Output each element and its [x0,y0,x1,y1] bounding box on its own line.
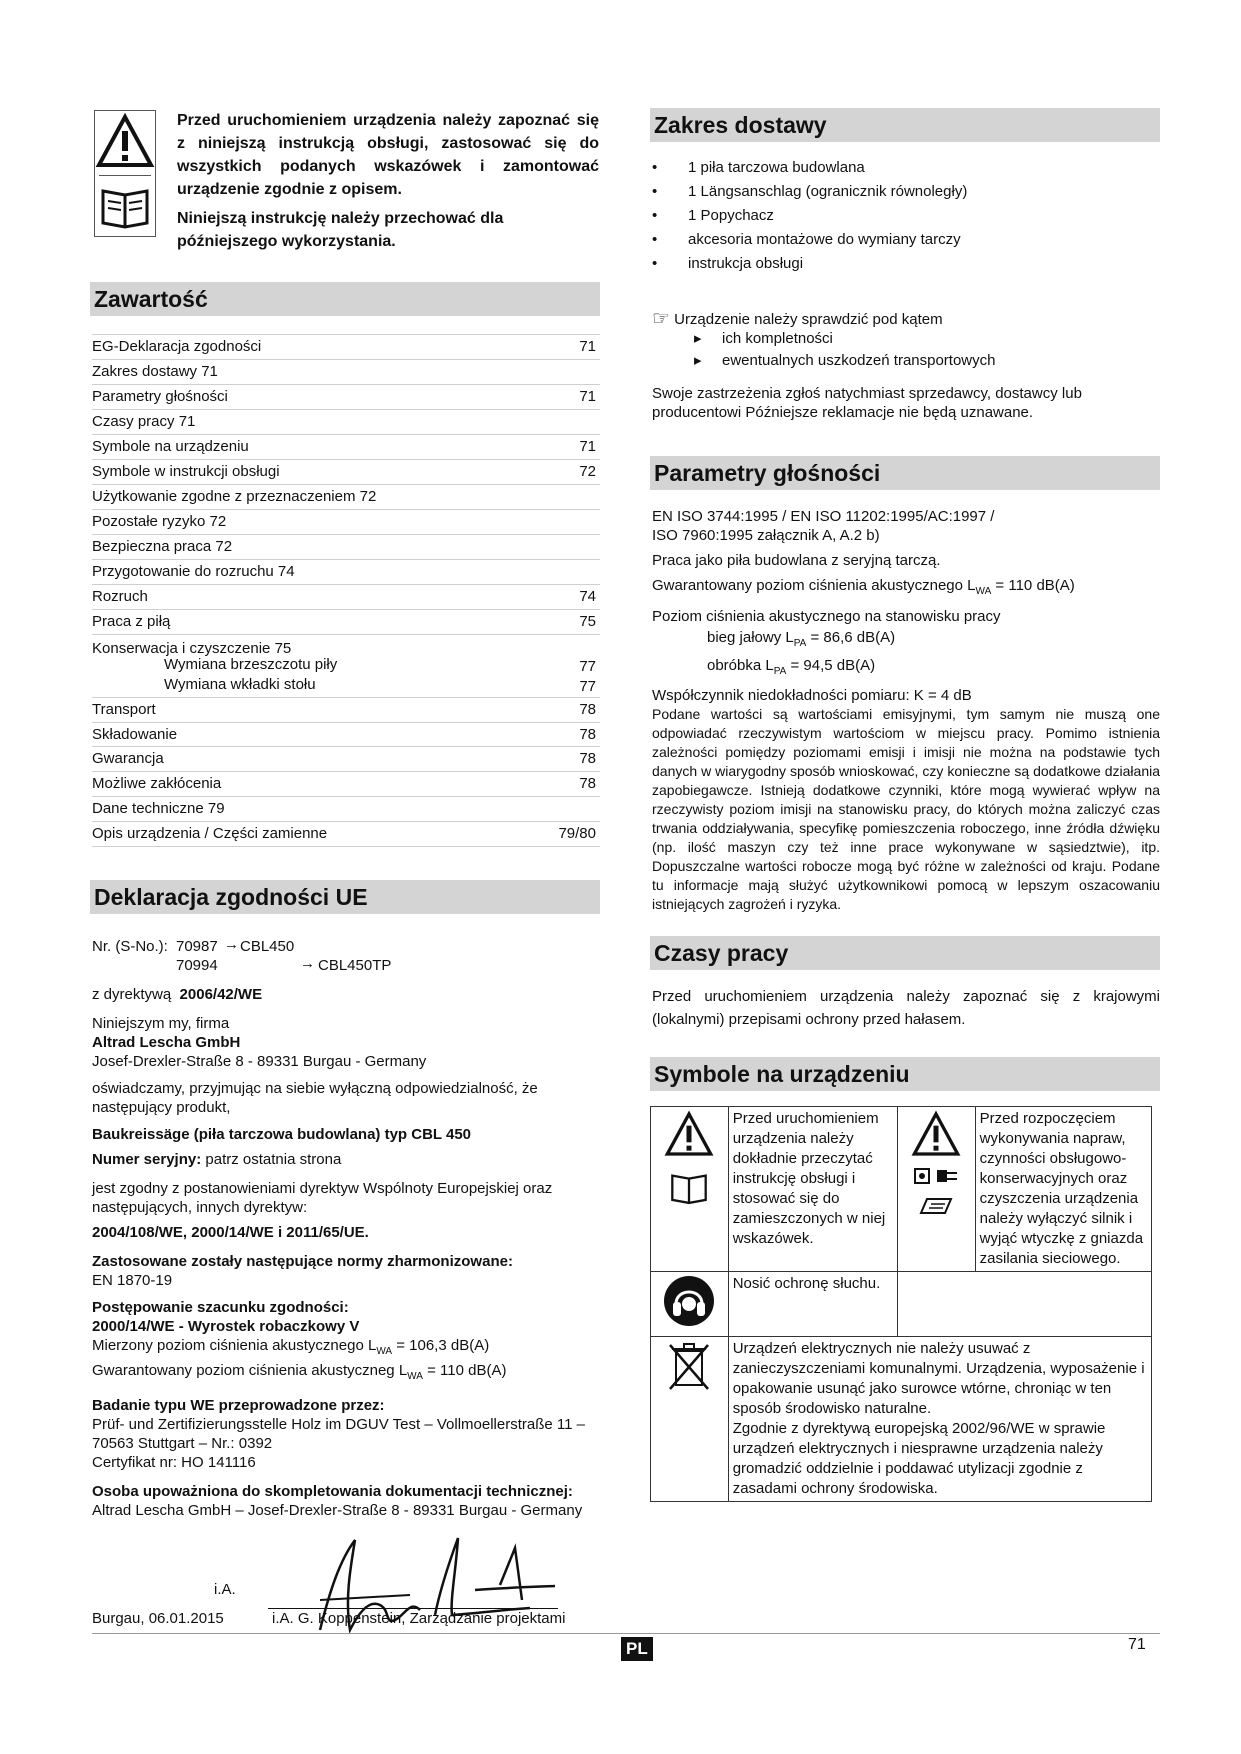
directive-prefix: z dyrektywą [92,986,172,1003]
declaration-body [92,937,600,1520]
symbol-cell [651,1107,729,1272]
toc-row[interactable]: Gwarancja 78 [92,746,600,771]
procedure-label: Postępowanie szacunku zgodności: [92,1299,349,1316]
directives: 2004/108/WE, 2000/14/WE i 2011/65/UE. [92,1224,369,1241]
guaranteed-level: Gwarantowany poziom ciśnienia akustyczneg $L_{WA} = 110$ dB(A) [92,1362,507,1382]
we-firm: Niniejszym my, firma [92,1015,230,1032]
toc-row[interactable]: Możliwe zakłócenia 78 [92,771,600,796]
noise-header: Parametry głośności [650,456,1160,490]
warning-triangle-icon [95,111,155,173]
intro-p1: Przed uruchomieniem urządzenia należy zapoznać się z niniejszą instrukcją obsługi, zastosować się do wszystkich podanych wskazówek i zamontować urządzenie zgodnie z opisem. [177,112,599,198]
toc-row[interactable]: EG-Deklaracja zgodności 71 [92,334,600,359]
conform-text: jest zgodny z postanowieniami dyrektyw Wspólnoty Europejskiej oraz następujących, innych dyrektyw: [92,1180,553,1216]
declaration-header: Deklaracja zgodności UE [90,880,600,914]
list-item: • 1 piła tarczowa budowlana [652,156,1160,180]
person: Altrad Lescha GmbH – Josef-Drexler-Straße 8 - 89331 Burgau - Germany [92,1502,583,1519]
directive: 2006/42/WE [179,986,263,1003]
noise-guaranteed: Gwarantowany poziom ciśnienia akustycznego $L_{WA} = 110$ dB(A) [652,577,1075,597]
toc-row[interactable]: Zakres dostawy 71 [92,359,600,384]
nr2: 70994 [176,957,218,974]
toc-sub-blade[interactable]: Wymiana brzeszczotu piły [164,656,338,673]
toc-header: Zawartość [90,282,600,316]
intro-text [177,109,599,253]
symbol-text: Przed rozpoczęciem wykonywania napraw, czynności obsługowo-konserwacyjnych oraz czyszczenia urządzenia należy wyłączyć silnik i wyjąć wtyczkę z gniazda zasilania sieciowego. [975,1107,1151,1272]
procedure: 2000/14/WE - Wyrostek robaczkowy V [92,1318,360,1335]
toc-row[interactable]: Opis urządzenia / Części zamienne 79/80 [92,821,600,847]
list-item: ▸ ich kompletności [652,328,1160,350]
toc-row[interactable]: Bezpieczna praca 72 [92,534,600,559]
noise-work: Praca jako piła budowlana z seryjną tarczą. [652,552,941,569]
footer-divider [92,1633,1160,1634]
list-item: ▸ ewentualnych uszkodzeń transportowych [652,350,1160,372]
page-number: 71 [1128,1636,1146,1653]
toc-sub-insert[interactable]: Wymiana wkładki stołu [164,676,316,693]
noise-note: Podane wartości są wartościami emisyjnymi, tym samym nie muszą one odpowiadać rzeczywistym wartościom w miejscu pracy. Pomimo istnienia zależności pomiędzy poziomami emisji i imisji nie można na podstawie tych danych w wiarygodny sposób wnioskować, czy konieczne są dodatkowe działania zapobiegawcze. Istnieją dodatkowe czynniki, które mogą wywierać wpływ na rzeczywisty poziom imisji na stanowisku pracy, do których można zaliczyć czas trwania oddziaływania, specyfikę pomieszczenia roboczego, inne źródła dźwięku (np. ilość maszyn czy też inne prace wykonywane w sąsiedztwie), itp. Dopuszczalne wartości robocze mogą być różne w zależności od kraju. Podane tu informacje mają służyć użytkownikowi pomocą w lepszym oszacowaniu istniejących zagrożeń i ryzyka. [652,706,1160,912]
norms: EN 1870-19 [92,1272,173,1289]
manual-book-icon [95,177,155,235]
toc-row[interactable]: Składowanie 78 [92,722,600,747]
place-date: Burgau, 06.01.2015 [92,1610,224,1627]
intro-p2: Niniejszą instrukcję należy przechować dla późniejszego wykorzystania. [177,210,504,250]
worktime-text: Przed uruchomieniem urządzenia należy zapoznać się z krajowymi (lokalnymi) przepisami ochrony przed hałasem. [652,988,1160,1028]
toc-sub-insert-page: 77 [579,678,596,695]
check-text: Urządzenie należy sprawdzić pod kątem [674,311,943,328]
delivery-header: Zakres dostawy [650,108,1160,142]
certificate: Certyfikat nr: HO 141116 [92,1454,256,1471]
toc-row[interactable]: Rozruch 74 [92,584,600,609]
worktime-header: Czasy pracy [650,936,1160,970]
noise-norms: EN ISO 3744:1995 / EN ISO 11202:1995/AC:1997 / ISO 7960:1995 załącznik A, A.2 b) [652,508,995,544]
declare-text: oświadczamy, przyjmując na siebie wyłączną odpowiedzialność, że następujący produkt, [92,1080,538,1116]
noise-uncertainty: Współczynnik niedokładności pomiaru: K = 4 dB [652,687,972,704]
toc-row[interactable]: Czasy pracy 71 [92,409,600,434]
noise-idle: bieg jałowy $L_{PA} = 86,6$ dB(A) [707,629,896,649]
toc-sub-blade-page: 77 [579,658,596,675]
open-manual-icon [911,1195,961,1217]
toc-row[interactable]: Praca z piłą 75 [92,609,600,634]
company: Altrad Lescha GmbH [92,1034,241,1051]
test-body: Prüf- und Zertifizierungsstelle Holz im DGUV Test – Vollmoellerstraße 11 – 70563 Stuttgart – Nr.: 0392 [92,1416,585,1452]
warning-triangle-icon [911,1109,961,1159]
arrow-right-icon: → [300,955,315,972]
symbol-cell [651,1337,729,1502]
measured-level: Mierzony poziom ciśnienia akustycznego $L_{WA} = 106,3$ dB(A) [92,1337,490,1357]
noise-body [652,507,1160,914]
list-item: • akcesoria montażowe do wymiany tarczy [652,228,1160,252]
manual-book-icon [664,1165,714,1209]
list-item: • 1 Längsanschlag (ogranicznik równoległy) [652,180,1160,204]
symbols-header: Symbole na urządzeniu [650,1057,1160,1091]
toc-row[interactable]: Symbole w instrukcji obsługi 72 [92,459,600,484]
weee-text-2: Zgodnie z dyrektywą europejską 2002/96/WE w sprawie urządzeń elektrycznych i niesprawne urządzenia należy gromadzić oddzielnie i poddawać utylizacji zgodnie z zasadami ochrony środowiska. [732,1420,1106,1497]
noise-workplace: Poziom ciśnienia akustycznego na stanowisku pracy [652,608,1001,625]
model2: CBL450TP [318,957,392,974]
toc-row-maintenance[interactable]: Konserwacja i czyszczenie 75 Wymiana brzeszczotu piły 77 Wymiana wkładki stołu 77 [92,634,600,697]
nr-label: Nr. (S-No.): [92,938,168,955]
warning-book-icon-box [94,110,156,237]
delivery-list [652,156,1160,276]
serial-value: patrz ostatnia strona [205,1151,342,1168]
symbol-cell [651,1272,729,1337]
toc-row[interactable]: Użytkowanie zgodne z przeznaczeniem 72 [92,484,600,509]
empty-cell [898,1272,1152,1337]
list-item: • instrukcja obsługi [652,252,1160,276]
ear-protection-icon [662,1274,716,1328]
person-label: Osoba upoważniona do skompletowania dokumentacji technicznej: [92,1483,573,1500]
norms-label: Zastosowane zostały następujące normy zharmonizowane: [92,1253,513,1270]
nr1: 70987 [176,938,218,955]
toc-row[interactable]: Parametry głośności 71 [92,384,600,409]
arrow-right-icon: → [224,936,239,953]
list-item: • 1 Popychacz [652,204,1160,228]
model1: CBL450 [240,938,295,955]
toc-row[interactable]: Symbole na urządzeniu 71 [92,434,600,459]
symbol-cell [898,1107,975,1272]
signer: i.A. G. Koppenstein, Zarządzanie projektami [272,1610,566,1627]
symbol-text [728,1337,1151,1502]
check-list [652,328,1160,372]
toc-row[interactable]: Transport 78 [92,697,600,722]
warning-triangle-icon [664,1109,714,1159]
symbol-text: Nosić ochronę słuchu. [728,1272,898,1337]
toc-row[interactable]: Dane techniczne 79 [92,796,600,821]
hand-pointer-icon: ☞ [652,308,670,330]
crossed-bin-icon [664,1339,714,1395]
weee-text-1: Urządzeń elektrycznych nie należy usuwać z zanieczyszczeniami komunalnymi. Urządzenia, wyposażenie i opakowanie usunąć jako surowce wtórne, chroniąc w ten sposób środowisko naturalne. [732,1340,1145,1417]
signature-image [300,1530,560,1645]
product: Baukreissäge (piła tarczowa budowlana) typ CBL 450 [92,1126,471,1143]
unplug-icon [911,1165,961,1189]
language-badge: PL [621,1637,653,1661]
address: Josef-Drexler-Straße 8 - 89331 Burgau - Germany [92,1053,427,1070]
ia-label: i.A. [214,1581,236,1598]
check-block [652,305,1160,330]
test-label: Badanie typu WE przeprowadzone przez: [92,1397,385,1414]
symbols-table [650,1106,1152,1502]
serial-label: Numer seryjny: [92,1151,202,1168]
complaint-text: Swoje zastrzeżenia zgłoś natychmiast sprzedawcy, dostawcy lub producentowi Późniejsze reklamacje nie będą uznawane. [652,385,1082,421]
noise-processing: obróbka $L_{PA} = 94,5$ dB(A) [707,657,876,677]
toc-row[interactable]: Przygotowanie do rozruchu 74 [92,559,600,584]
toc-row[interactable]: Pozostałe ryzyko 72 [92,509,600,534]
symbol-text: Przed uruchomieniem urządzenia należy dokładnie przeczytać instrukcję obsługi i stosować się do zamieszczonych w niej wskazówek. [728,1107,898,1272]
